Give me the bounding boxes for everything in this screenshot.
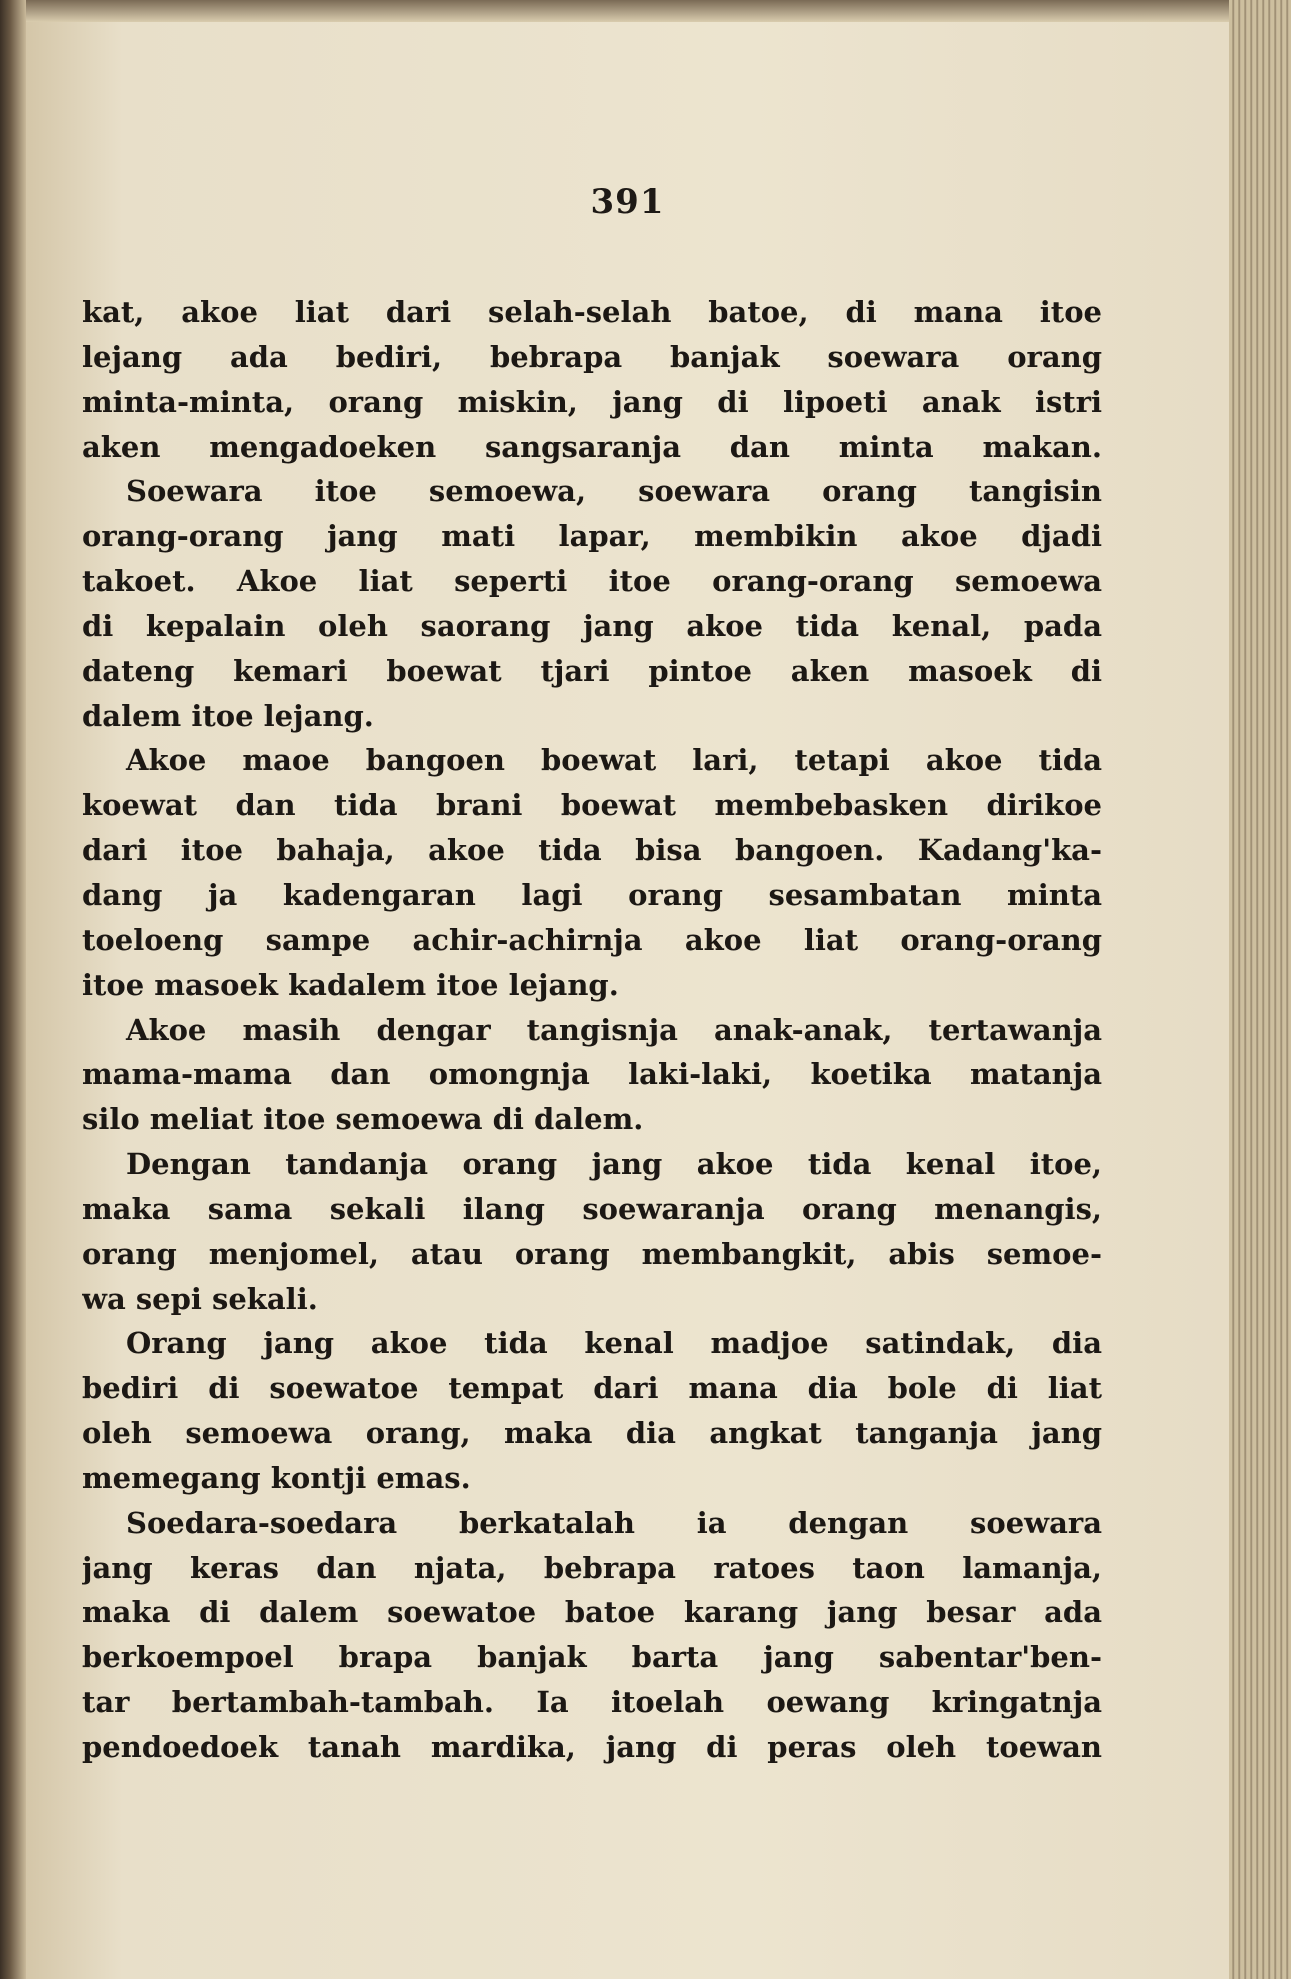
text-line: dateng kemari boewat tjari pintoe aken masoek di xyxy=(82,653,1102,688)
page-number: 391 xyxy=(590,182,665,222)
text-line: berkoempoel brapa banjak barta jang sabentar'ben- xyxy=(82,1640,1102,1675)
text-line: toeloeng sampe achir-achirnja akoe liat orang-orang xyxy=(82,922,1102,957)
text-line: Soedara-soedara berkatalah ia dengan soewara xyxy=(126,1505,1102,1540)
binding-edge xyxy=(0,0,26,1979)
text-line: orang-orang jang mati lapar, membikin akoe djadi xyxy=(82,519,1102,554)
top-shadow xyxy=(26,0,1229,22)
text-line: lejang ada bediri, bebrapa banjak soewara orang xyxy=(82,339,1102,374)
text-line: silo meliat itoe semoewa di dalem. xyxy=(82,1102,644,1137)
text-line: maka sama sekali ilang soewaranja orang menangis, xyxy=(82,1191,1102,1226)
text-line: Akoe maoe bangoen boewat lari, tetapi akoe tida xyxy=(126,743,1102,778)
text-line: pendoedoek tanah mardika, jang di peras oleh toewan xyxy=(82,1730,1102,1764)
body-text xyxy=(82,290,1102,1770)
text-line: Dengan tandanja orang jang akoe tida kenal itoe, xyxy=(126,1147,1102,1182)
text-line: itoe masoek kadalem itoe lejang. xyxy=(82,967,619,1002)
text-line: Akoe masih dengar tangisnja anak-anak, tertawanja xyxy=(126,1012,1102,1047)
text-line: dang ja kadengaran lagi orang sesambatan minta xyxy=(82,877,1102,912)
text-line: mama-mama dan omongnja laki-laki, koetika matanja xyxy=(82,1057,1102,1092)
text-line: Orang jang akoe tida kenal madjoe satindak, dia xyxy=(126,1326,1102,1361)
page-stack-edge xyxy=(1229,0,1291,1979)
text-line: aken mengadoeken sangsaranja dan minta makan. xyxy=(82,429,1102,464)
text-line: di kepalain oleh saorang jang akoe tida kenal, pada xyxy=(82,608,1102,643)
page-paper xyxy=(26,22,1229,1979)
text-line: takoet. Akoe liat seperti itoe orang-orang semoewa xyxy=(82,564,1102,599)
text-line: memegang kontji emas. xyxy=(82,1460,471,1495)
text-line: oleh semoewa orang, maka dia angkat tanganja jang xyxy=(82,1416,1102,1451)
text-line: Soewara itoe semoewa, soewara orang tangisin xyxy=(126,474,1102,509)
text-line: minta-minta, orang miskin, jang di lipoeti anak istri xyxy=(82,384,1102,419)
text-line: maka di dalem soewatoe batoe karang jang besar ada xyxy=(82,1595,1102,1630)
text-line: bediri di soewatoe tempat dari mana dia bole di liat xyxy=(82,1371,1102,1406)
text-line: dari itoe bahaja, akoe tida bisa bangoen. Kadang'ka- xyxy=(82,833,1102,868)
text-line: tar bertambah-tambah. Ia itoelah oewang kringatnja xyxy=(82,1685,1102,1720)
text-line: jang keras dan njata, bebrapa ratoes taon lamanja, xyxy=(82,1550,1102,1585)
text-line: dalem itoe lejang. xyxy=(82,698,374,733)
text-line: koewat dan tida brani boewat membebasken dirikoe xyxy=(82,788,1102,823)
text-line: kat, akoe liat dari selah-selah batoe, di mana itoe xyxy=(82,295,1102,329)
text-line: orang menjomel, atau orang membangkit, abis semoe- xyxy=(82,1236,1102,1271)
text-line: wa sepi sekali. xyxy=(82,1281,318,1316)
